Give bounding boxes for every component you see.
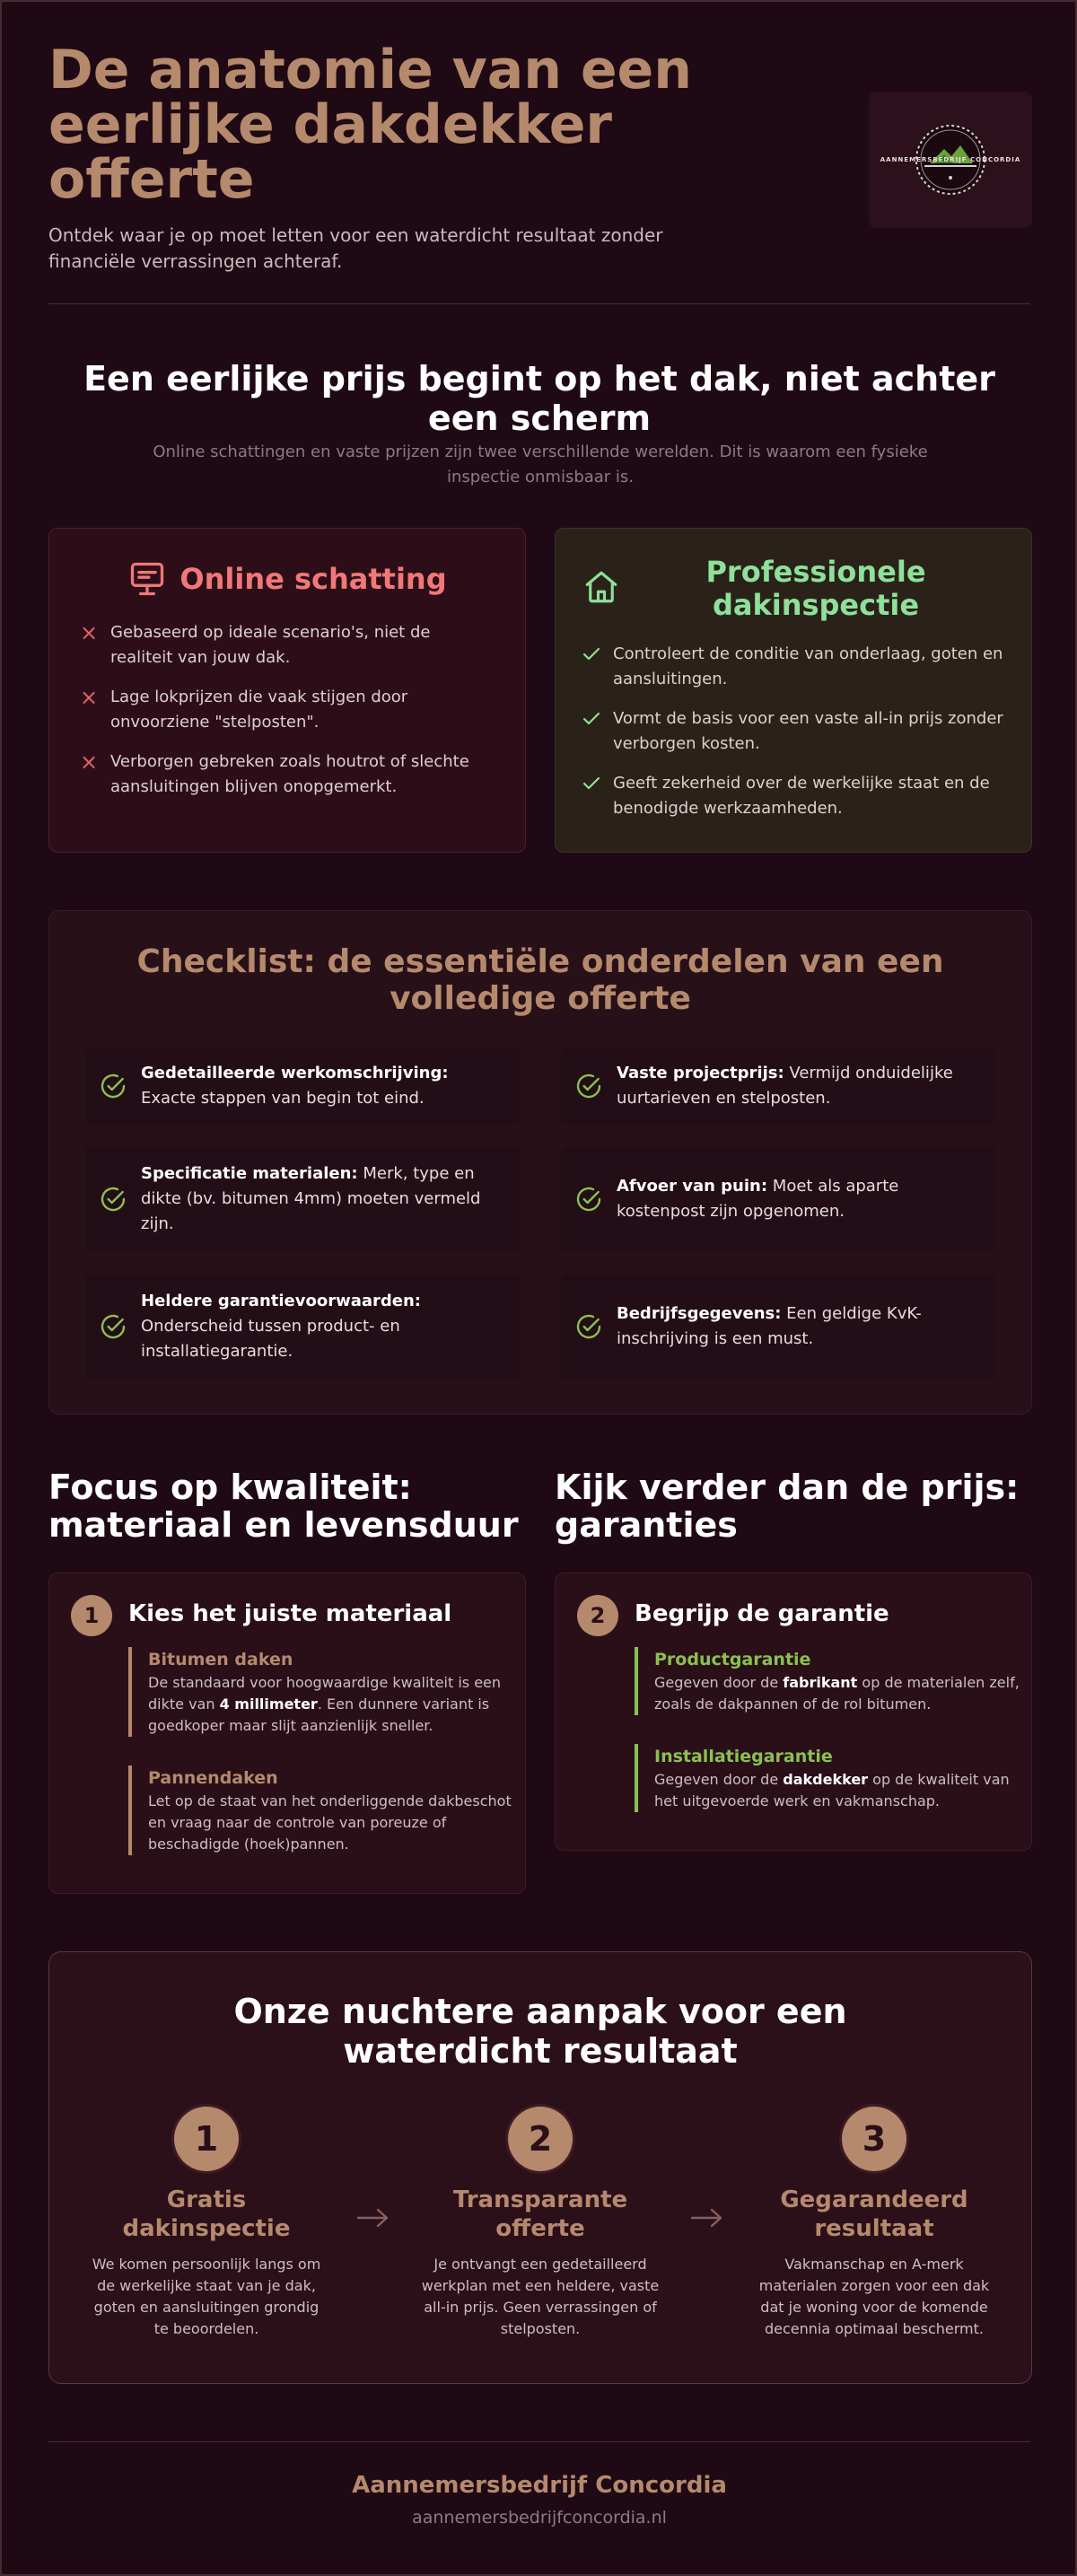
approach-step [419, 2107, 661, 2340]
list-item: × Verborgen gebreken zoals houtrot of slechte aansluitingen blijven onopgemerkt. [80, 749, 469, 796]
quality-heading: Focus op kwaliteit: materiaal en levensduur [48, 1468, 519, 1545]
step-title: Transparante offerte [452, 2186, 628, 2242]
monitor-icon [127, 559, 167, 599]
cross-icon: × [80, 620, 99, 645]
material-panel [48, 1573, 526, 1894]
check-icon [582, 642, 613, 665]
list-item: × Lage lokprijzen die vaak stijgen door onvoorziene "stelposten". [80, 685, 408, 732]
step-number-circle: 1 [174, 2107, 239, 2171]
house-icon [582, 568, 620, 609]
step-number-circle: 2 [508, 2107, 573, 2171]
checklist-section [48, 910, 1032, 1415]
arrow-right-icon [356, 2200, 390, 2237]
footer-website-link[interactable]: aannemersbedrijfconcordia.nl [412, 2508, 667, 2528]
step-title: Gegarandeerd resultaat [780, 2186, 968, 2242]
check-circle-icon [561, 1312, 617, 1341]
check-circle-icon [85, 1185, 141, 1214]
check-circle-icon [561, 1072, 617, 1100]
footer-divider [48, 2441, 1030, 2442]
online-estimate-card [48, 528, 526, 853]
checklist-heading: Checklist: de essentiële onderdelen van een volledige offerte [136, 943, 944, 1017]
checklist-item: Specificatie materialen: Merk, type en dikte (bv. bitumen 4mm) moeten vermeld zijn. [85, 1146, 520, 1252]
warranty-heading: Kijk verder dan de prijs: garanties [555, 1468, 1020, 1545]
online-estimate-title: Online schatting [180, 562, 447, 596]
comparison-heading: Een eerlijke prijs begint op het dak, niet achter een scherm [83, 359, 995, 438]
approach-section [48, 1951, 1032, 2384]
approach-step [85, 2107, 328, 2340]
professional-inspection-title: Professionele dakinspectie [705, 555, 926, 622]
cross-icon: × [80, 749, 99, 775]
step-description: We komen persoonlijk langs om de werkelijke staat van je dak, goten en aansluitingen grondig te beoordelen. [92, 2256, 321, 2337]
logo-text: AANNEMERSBEDRIJF CONCORDIA [880, 156, 1021, 163]
product-warranty-block: Productgarantie Gegeven door de fabrikant op de materialen zelf, zoals de dakpannen of de rol bitumen. [635, 1647, 1022, 1715]
checklist-item: Bedrijfsgegevens: Een geldige KvK-inschrijving is een must. [561, 1274, 995, 1380]
page-subtitle: Ontdek waar je op moet letten voor een waterdicht resultaat zonder financiële verrassingen achteraf. [48, 224, 663, 272]
check-icon [582, 771, 613, 794]
list-item: Vormt de basis voor een vaste all-in prijs zonder verborgen kosten. [582, 706, 1004, 757]
approach-heading: Onze nuchtere aanpak voor een waterdicht resultaat [233, 1992, 847, 2071]
footer-company: Aannemersbedrijf Concordia [352, 2472, 727, 2499]
checklist-item: Vaste projectprijs: Vermijd onduidelijke uurtarieven en stelposten. [561, 1047, 995, 1125]
warranty-panel-title: Begrijp de garantie [635, 1600, 889, 1627]
step-description: Vakmanschap en A-merk materialen zorgen voor een dak dat je woning voor de komende decennia optimaal beschermt. [758, 2256, 990, 2337]
professional-inspection-card [555, 528, 1032, 853]
company-logo [869, 92, 1032, 228]
header-divider [48, 303, 1030, 304]
bitumen-block: Bitumen daken De standaard voor hoogwaardige kwaliteit is een dikte van 4 millimeter. Een dunnere variant is goedkoper maar slijt aanzienlijk sneller. [128, 1647, 516, 1737]
list-item: Controleert de conditie van onderlaag, goten en aansluitingen. [582, 642, 1004, 692]
step-number-badge: 2 [577, 1595, 618, 1636]
page-title: De anatomie van een eerlijke dakdekker offerte [48, 39, 692, 211]
checklist-item: Gedetailleerde werkomschrijving: Exacte stappen van begin tot eind. [85, 1047, 520, 1125]
check-circle-icon [85, 1312, 141, 1341]
material-panel-title: Kies het juiste materiaal [128, 1600, 452, 1627]
list-item: × Gebaseerd op ideale scenario's, niet de realiteit van jouw dak. [80, 620, 431, 667]
arrow-right-icon [690, 2200, 724, 2237]
checklist-item: Heldere garantievoorwaarden: Onderscheid tussen product- en installatiegarantie. [85, 1274, 520, 1380]
checklist-item: Afvoer van puin: Moet als aparte kostenpost zijn opgenomen. [561, 1146, 995, 1252]
step-description: Je ontvangt een gedetailleerd werkplan met een heldere, vaste all-in prijs. Geen verrassingen of stelposten. [421, 2256, 660, 2337]
check-circle-icon [85, 1072, 141, 1100]
list-item: Geeft zekerheid over de werkelijke staat en de benodigde werkzaamheden. [582, 771, 1004, 821]
check-circle-icon [561, 1185, 617, 1214]
check-icon [582, 706, 613, 730]
installation-warranty-block: Installatiegarantie Gegeven door de dakdekker op de kwaliteit van het uitgevoerde werk en vakmanschap. [635, 1744, 1022, 1812]
roof-tiles-block: Pannendaken Let op de staat van het onderliggende dakbeschot en vraag naar de controle van poreuze of beschadigde (hoek)pannen. [128, 1766, 516, 1855]
step-title: Gratis dakinspectie [122, 2186, 291, 2242]
step-number-badge: 1 [71, 1595, 112, 1636]
cross-icon: × [80, 685, 99, 710]
warranty-panel [555, 1573, 1032, 1851]
approach-step [753, 2107, 995, 2340]
step-number-circle: 3 [842, 2107, 906, 2171]
comparison-lead: Online schattingen en vaste prijzen zijn twee verschillende werelden. Dit is waarom een fysieke inspectie onmisbaar is. [153, 442, 928, 486]
